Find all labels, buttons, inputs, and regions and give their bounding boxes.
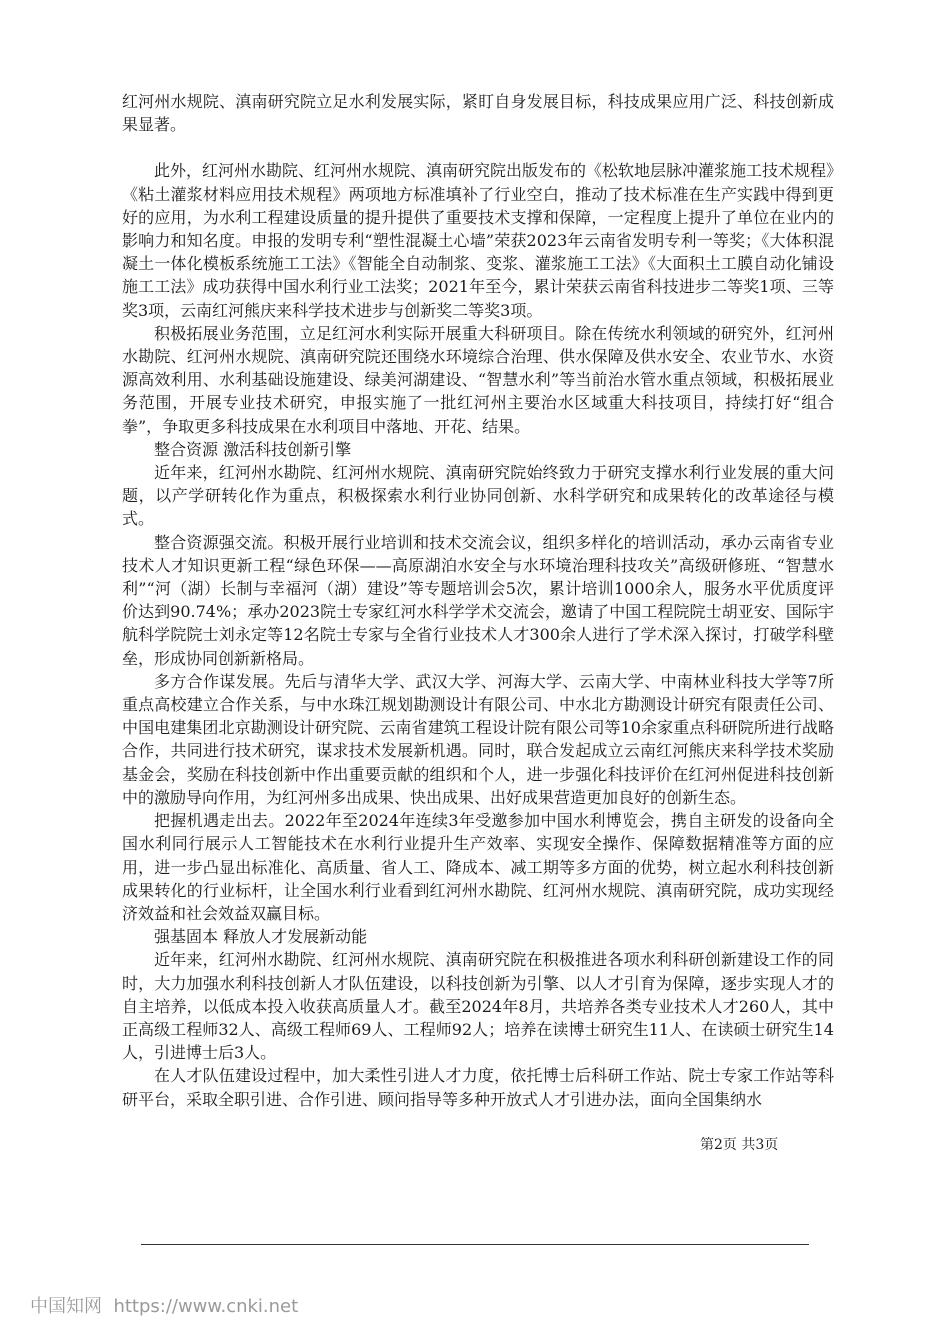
paragraph-section1-intro: 近年来，红河州水勘院、红河州水规院、滇南研究院始终致力于研究支撑水利行业发展的重大问题，以产学研转化作为重点，积极探索水利行业协同创新、水科学研究和成果转化的改革途径与模式。: [122, 463, 834, 529]
paragraph-talent-recruit: 在人才队伍建设过程中，加大柔性引进人才力度，依托博士后科研工作站、院士专家工作站等科研平台，采取全职引进、合作引进、顾问指导等多种开放式人才引进办法，面向全国集纳水: [122, 1066, 834, 1109]
paragraph-expo: 把握机遇走出去。2022年至2024年连续3年受邀参加中国水利博览会，携自主研发的设备向全国水利同行展示人工智能技术在水利行业提升生产效率、实现安全操作、保障数据精准等方面的应用，进一步凸显出标准化、高质量、省人工、降成本、减工期等多方面的优势，树立起水利科技创新成果转化的行业标杆，让全国水利行业看到红河州水勘院、红河州水规院、滇南研究院，成功实现经济效益和社会效益双赢目标。: [122, 811, 834, 923]
paragraph-gap: [122, 136, 834, 159]
paragraph-intro: 红河州水规院、滇南研究院立足水利发展实际，紧盯自身发展目标，科技成果应用广泛、科技创新成果显著。: [122, 92, 834, 135]
paragraph-cooperation: 多方合作谋发展。先后与清华大学、武汉大学、河海大学、云南大学、中南林业科技大学等7所重点高校建立合作关系，与中水珠江规划勘测设计有限公司、中水北方勘测设计研究有限责任公司、中国电建集团北京勘测设计研究院、云南省建筑工程设计院有限公司等10余家重点科研院所进行战略合作，共同进行技术研究，谋求技术发展新机遇。同时，联合发起成立云南红河熊庆来科学技术奖励基金会，奖励在科技创新中作出重要贡献的组织和个人，进一步强化科技评价在红河州促进科技创新中的激励导向作用，为红河州多出成果、快出成果、出好成果营造更加良好的创新生态。: [122, 671, 834, 807]
page-number: 第2页 共3页: [700, 1137, 779, 1153]
footer-divider: [141, 1244, 809, 1245]
paragraph-business-scope: 积极拓展业务范围，立足红河水利实际开展重大科研项目。除在传统水利领域的研究外，红河州水勘院、红河州水规院、滇南研究院还围绕水环境综合治理、供水保障及供水安全、农业节水、水资源高效利用、水利基础设施建设、绿美河湖建设、“智慧水利”等当前治水管水重点领域，积极拓展业务范围，开展专业技术研究，申报实施了一批红河州主要治水区域重大科技项目，持续打好“组合拳”，争取更多科技成果在水利项目中落地、开花、结果。: [122, 323, 834, 436]
paragraph-talent-intro: 近年来，红河州水勘院、红河州水规院、滇南研究院在积极推进各项水利科研创新建设工作的同时，大力加强水利科技创新人才队伍建设，以科技创新为引擎、以人才引育为保障，逐步实现人才的自主培养，以低成本投入收获高质量人才。截至2024年8月，共培养各类专业技术人才260人，其中正高级工程师32人、高级工程师69人、工程师92人；培养在读博士研究生11人、在读硕士研究生14人，引进博士后3人。: [122, 950, 834, 1063]
cnki-watermark: 中国知网 https://www.cnki.net: [30, 1296, 299, 1317]
paragraph-standards: 此外，红河州水勘院、红河州水规院、滇南研究院出版发布的《松软地层脉冲灌浆施工技术规程》《粘土灌浆材料应用技术规程》两项地方标准填补了行业空白，推动了技术标准在生产实践中得到更好的应用，为水利工程建设质量的提升提供了重要技术支撑和保障，一定程度上提升了单位在业内的影响力和知名度。申报的发明专利“塑性混凝土心墙”荣获2023年云南省发明专利一等奖；《大体积混凝土一体化模板系统施工工法》《智能全自动制浆、变浆、灌浆施工工法》《大面积土工膜自动化铺设施工工法》成功获得中国水利行业工法奖；2021年至今，累计荣获云南省科技进步二等奖1项、三等奖3项，云南红河熊庆来科学技术进步与创新奖二等奖3项。: [122, 161, 835, 320]
section-heading-talent: 强基固本 释放人才发展新动能: [154, 927, 368, 947]
document-body: [122, 90, 834, 1111]
section-heading-resources: 整合资源 激活科技创新引擎: [154, 439, 352, 459]
paragraph-exchange: 整合资源强交流。积极开展行业培训和技术交流会议，组织多样化的培训活动，承办云南省专业技术人才知识更新工程“绿色环保——高原湖泊水安全与水环境治理科技攻关”高级研修班、“智慧水利”“河（湖）长制与幸福河（湖）建设”等专题培训会5次，累计培训1000余人，服务水平优质度评价达到90.74%；承办2023院士专家红河水科学学术交流会，邀请了中国工程院院士胡亚安、国际宇航科学院院士刘永定等12名院士专家与全省行业技术人才300余人进行了学术深入探讨，打破学科壁垒，形成协同创新新格局。: [122, 532, 834, 668]
